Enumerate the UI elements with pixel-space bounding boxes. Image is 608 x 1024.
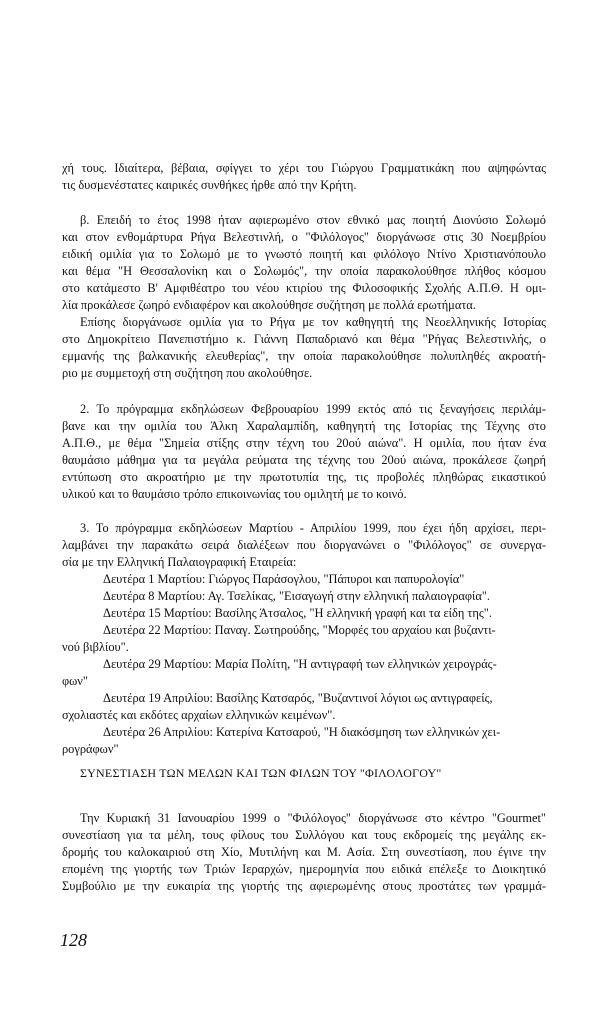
text-line: βανε και την ομιλία του Άλκη Χαραλαμπίδη, καθηγητή της Ιστορίας της Τέχνης στο xyxy=(62,419,546,433)
schedule-entry: Δευτέρα 29 Μαρτίου: Μαρία Πολίτη, "Η αντιγραφή των ελληνικών χειρογράς- xyxy=(103,657,497,671)
text-line: Α.Π.Θ., με θέμα "Σημεία στίξης στην τέχνη του 20ού αιώνα". Η ομιλία, που ήταν ένα xyxy=(62,436,546,450)
paragraph-solomos xyxy=(62,212,546,314)
text-line: 2. Το πρόγραμμα εκδηλώσεων Φεβρουαρίου 1999 εκτός από τις ξεναγήσεις περιλάμ- xyxy=(80,402,546,416)
text-line: εντύπωση στο ακροατήριο με την πρωτοτυπία της, τις προβολές πληθώρας εικαστικού xyxy=(62,470,546,484)
text-line: και στον ενθομάρτυρα Ρήγα Βελεστινλή, ο "Φιλόλογος" διοργάνωσε στις 30 Νοεμβρίου xyxy=(62,230,546,244)
text-line: στο κατάμεστο Β' Αμφιθέατρο του νέου κτιρίου της Φιλοσοφικής Σχολής Α.Π.Θ. Η ομι- xyxy=(62,281,546,295)
schedule-entry-continuation: ρογράφων" xyxy=(62,742,119,756)
paragraph-rigas xyxy=(62,314,546,382)
text-line: λαμβάνει την παρακάτω σειρά διαλέξεων που διοργανώνει ο "Φιλόλογος" σε συνεργα- xyxy=(62,538,546,552)
text-line: συνεστίαση για τα μέλη, τους φίλους του Συλλόγου και τους εκδρομείς της μεγάλης εκ- xyxy=(62,828,546,842)
text-line: και θέμα "Η Θεσσαλονίκη και ο Σολωμός", την οποία παρακολούθησε πλήθος κόσμου xyxy=(62,264,546,278)
schedule-entry-continuation: φων" xyxy=(62,674,88,688)
text-line: χή τους. Ιδιαίτερα, βέβαια, σφίγγει το χέρι του Γιώργου Γραμματικάκη που αψηφώντας xyxy=(62,161,546,175)
text-line: σία με την Ελληνική Παλαιογραφική Εταιρεία: xyxy=(62,555,297,569)
text-line: β. Επειδή το έτος 1998 ήταν αφιερωμένο στον εθνικό μας ποιητή Διονύσιο Σολωμό xyxy=(80,213,546,227)
text-line: Την Κυριακή 31 Ιανουαρίου 1999 ο "Φιλόλογος" διοργάνωσε στο κέντρο "Gourmet" xyxy=(80,811,546,825)
page-number: 128 xyxy=(60,930,87,950)
text-line: Συμβούλιο με την ευκαιρία της γιορτής της αφιερωμένης στους προστάτες των γραμμά- xyxy=(62,879,546,893)
text-line: επομένη της γιορτής των Τριών Ιεραρχών, ημερομηνία που ειδικά επέλεξε το Διοικητικό xyxy=(62,862,546,876)
text-line: ριο με συμμετοχή στη συζήτηση που ακολούθησε. xyxy=(62,366,313,380)
text-line: τις δυσμενέστατες καιρικές συνθήκες ήρθε από την Κρήτη. xyxy=(62,178,357,192)
paragraph-march-april-program xyxy=(62,520,546,571)
paragraph-continuation xyxy=(62,160,546,194)
schedule-entry: Δευτέρα 26 Απριλίου: Κατερίνα Κατσαρού, "Η διακόσμηση των ελληνικών χει- xyxy=(103,725,501,739)
text-line: λία προκάλεσε ζωηρό ενδιαφέρον και ακολούθησε συζήτηση με πολλά ερωτήματα. xyxy=(62,298,476,312)
text-line: υλικού και το θαυμάσιο τρόπο επικοινωνίας του ομιλητή με το κοινό. xyxy=(62,487,407,501)
section-heading: ΣΥΝΕΣΤΙΑΣΗ ΤΩΝ ΜΕΛΩΝ ΚΑΙ ΤΩΝ ΦΙΛΩΝ ΤΟΥ "ΦΙΛΟΛΟΓΟΥ" xyxy=(80,766,442,780)
paragraph-february-program xyxy=(62,401,546,503)
text-line: ειδική ομιλία για το Σολωμό με το γνωστό ποιητή και φιλόλογο Ντίνο Χριστιανόπουλο xyxy=(62,247,546,261)
schedule-entry: Δευτέρα 15 Μαρτίου: Βασίλης Άτσαλος, "Η ελληνική γραφή και τα είδη της". xyxy=(103,606,492,620)
text-line: εμμανής της βαλκανικής ελευθερίας", την οποία παρακολούθησε πολυπληθές ακροατή- xyxy=(62,349,546,363)
text-line: 3. Το πρόγραμμα εκδηλώσεων Μαρτίου - Απριλίου 1999, που έχει ήδη αρχίσει, περι- xyxy=(80,521,546,535)
schedule-entry: Δευτέρα 22 Μαρτίου: Παναγ. Σωτηρούδης, "Μορφές του αρχαίου και βυζαντι- xyxy=(103,623,496,637)
schedule-entry: Δευτέρα 1 Μαρτίου: Γιώργος Παράσογλου, "Πάπυροι και παπυρολογία" xyxy=(103,572,465,586)
text-line: Επίσης διοργάνωσε ομιλία για το Ρήγα με τον καθηγητή της Νεοελληνικής Ιστορίας xyxy=(80,315,546,329)
paragraph-dinner xyxy=(62,810,546,895)
schedule-entry-continuation: σχολιαστές και εκδότες αρχαίων ελληνικών κειμένων". xyxy=(62,708,336,722)
schedule-entry-continuation: νού βιβλίου". xyxy=(62,640,129,654)
text-line: θαυμάσιο μάθημα για τα μεγάλα ρεύματα της τέχνης του 20ού αιώνα, προκάλεσε ζωηρή xyxy=(62,453,546,467)
schedule-entry: Δευτέρα 19 Απριλίου: Βασίλης Κατσαρός, "Βυζαντινοί λόγιοι ως αντιγραφείς, xyxy=(103,691,493,705)
text-line: δρομής του καλοκαιριού στη Χίο, Μυτιλήνη και Μ. Ασία. Στη συνεστίαση, που έγινε την xyxy=(62,845,546,859)
lecture-schedule xyxy=(62,571,546,758)
schedule-entry: Δευτέρα 8 Μαρτίου: Αγ. Τσελίκας, "Εισαγωγή στην ελληνική παλαιογραφία". xyxy=(103,589,491,603)
text-line: στο Δημοκρίτειο Πανεπιστήμιο κ. Γιάννη Παπαδριανό και θέμα "Ρήγας Βελεστινλής, ο xyxy=(62,332,546,346)
